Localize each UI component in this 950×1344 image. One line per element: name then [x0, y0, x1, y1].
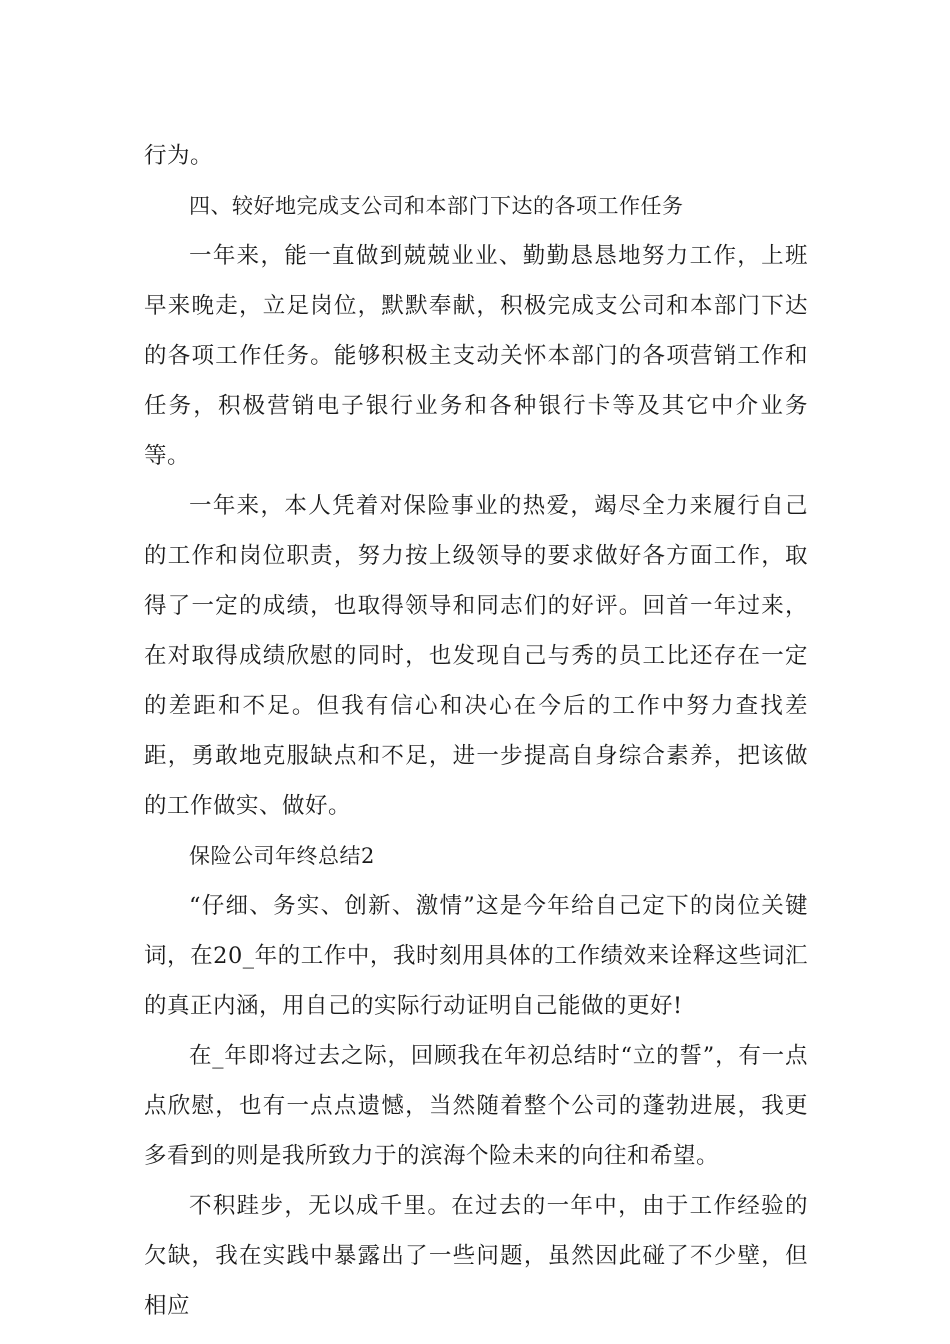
paragraph-work-tasks: 一年来，能一直做到兢兢业业、勤勤恳恳地努力工作，上班早来晚走，立足岗位，默默奉献，积极完成支公司和本部门下达的各项工作任务。能够积极主支动关怀本部门的各项营销工作和任务，积极营销电子银行业务和各种银行卡等及其它中介业务等。	[144, 243, 808, 469]
paragraph-experience: 不积跬步，无以成千里。在过去的一年中，由于工作经验的欠缺，我在实践中暴露出了一些问题，虽然因此碰了不少壁，但相应	[144, 1193, 808, 1319]
paragraph-keywords: “仔细、务实、创新、激情”这是今年给自己定下的岗位关键词，在20_年的工作中，我时刻用具体的工作绩效来诠释这些词汇的真正内涵，用自己的实际行动证明自己能做的更好!	[144, 893, 808, 1019]
paragraph-reflection: 在_年即将过去之际，回顾我在年初总结时“立的誓”，有一点点欣慰，也有一点点遗憾，当然随着整个公司的蓬勃进展，我更多看到的则是我所致力于的滨海个险未来的向往和希望。	[144, 1043, 808, 1169]
section-title-summary-2: 保险公司年终总结2	[189, 844, 375, 868]
paragraph-continuation: 行为。	[144, 143, 214, 169]
document-body	[144, 131, 808, 1331]
section-heading-4: 四、较好地完成支公司和本部门下达的各项工作任务	[189, 194, 684, 218]
paragraph-year-review: 一年来，本人凭着对保险事业的热爱，竭尽全力来履行自己的工作和岗位职责，努力按上级领导的要求做好各方面工作，取得了一定的成绩，也取得领导和同志们的好评。回首一年过来，在对取得成绩欣慰的同时，也发现自己与秀的员工比还存在一定的差距和不足。但我有信心和决心在今后的工作中努力查找差距，勇敢地克服缺点和不足，进一步提高自身综合素养，把该做的工作做实、做好。	[144, 493, 808, 819]
